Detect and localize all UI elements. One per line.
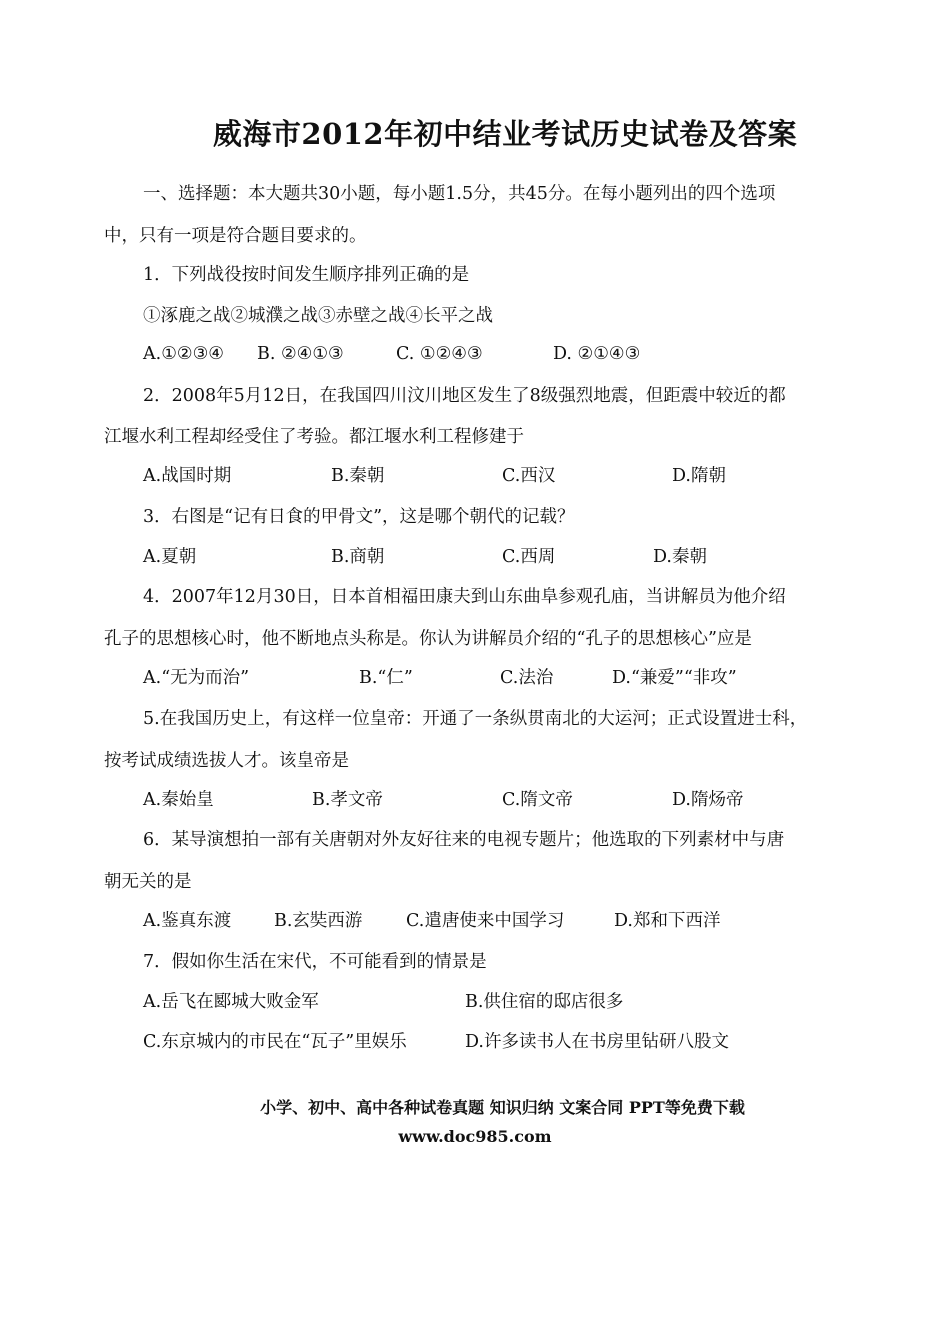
question-3-options <box>0 545 950 569</box>
question-1-stem-line-2: ①涿鹿之战②城濮之战③赤壁之战④长平之战 <box>143 306 493 326</box>
question-5-stem-line-1: 5.在我国历史上，有这样一位皇帝：开通了一条纵贯南北的大运河；正式设置进士科， <box>143 709 808 729</box>
option-c: C.法治 <box>500 668 554 688</box>
question-4-options <box>0 666 950 690</box>
option-a: A.岳飞在郾城大败金军 <box>143 992 319 1012</box>
question-3-stem-line-1: 3．右图是“记有日食的甲骨文”，这是哪个朝代的记载？ <box>143 507 575 527</box>
option-b: B.“仁” <box>359 668 413 688</box>
option-b: B.供住宿的邸店很多 <box>465 992 624 1012</box>
question-7-stem-line-1: 7．假如你生活在宋代，不可能看到的情景是 <box>143 952 487 972</box>
option-c: C. ①②④③ <box>396 344 483 364</box>
section-intro-line-2: 中，只有一项是符合题目要求的。 <box>104 226 367 246</box>
option-c: C.西汉 <box>502 466 556 486</box>
question-5-options <box>0 788 950 812</box>
option-b: B.商朝 <box>331 547 385 567</box>
question-2-stem-line-2: 江堰水利工程却经受住了考验。都江堰水利工程修建于 <box>104 427 524 447</box>
question-2-options <box>0 464 950 488</box>
option-c: C.遣唐使来中国学习 <box>406 911 565 931</box>
option-d: D. ②①④③ <box>553 344 641 364</box>
option-c: C.西周 <box>502 547 556 567</box>
question-6-options <box>0 909 950 933</box>
option-d: D.隋炀帝 <box>672 790 744 810</box>
option-d: D.“兼爱”“非攻” <box>612 668 737 688</box>
option-d: D.郑和下西洋 <box>614 911 721 931</box>
option-d: D.许多读书人在书房里钻研八股文 <box>465 1032 729 1052</box>
option-c: C.东京城内的市民在“瓦子”里娱乐 <box>143 1032 407 1052</box>
question-6-stem-line-1: 6．某导演想拍一部有关唐朝对外友好往来的电视专题片；他选取的下列素材中与唐 <box>143 830 785 850</box>
question-7-options-row-1 <box>0 990 950 1014</box>
option-a: A.鉴真东渡 <box>143 911 232 931</box>
question-4-stem-line-1: 4．2007年12月30日，日本首相福田康夫到山东曲阜参观孔庙，当讲解员为他介绍 <box>143 587 786 607</box>
option-c: C.隋文帝 <box>502 790 573 810</box>
option-b: B.孝文帝 <box>312 790 383 810</box>
option-a: A.①②③④ <box>143 344 224 364</box>
option-b: B. ②④①③ <box>257 344 344 364</box>
option-a: A.战国时期 <box>143 466 232 486</box>
question-1-stem-line-1: 1．下列战役按时间发生顺序排列正确的是 <box>143 265 470 285</box>
option-b: B.秦朝 <box>331 466 385 486</box>
option-b: B.玄奘西游 <box>274 911 363 931</box>
footer-promo-text: 小学、初中、高中各种试卷真题 知识归纳 文案合同 PPT等免费下载 <box>260 1098 745 1117</box>
section-intro-line-1: 一、选择题：本大题共30小题，每小题1.5分，共45分。在每小题列出的四个选项 <box>143 184 776 204</box>
question-6-stem-line-2: 朝无关的是 <box>104 872 192 892</box>
footer-website: www.doc985.com <box>398 1127 552 1146</box>
question-7-options-row-2 <box>0 1030 950 1054</box>
question-1-options <box>0 342 950 366</box>
option-a: A.夏朝 <box>143 547 197 567</box>
question-4-stem-line-2: 孔子的思想核心时，他不断地点头称是。你认为讲解员介绍的“孔子的思想核心”应是 <box>104 629 752 649</box>
page-title: 威海市2012年初中结业考试历史试卷及答案 <box>212 117 798 151</box>
option-d: D.隋朝 <box>672 466 726 486</box>
question-5-stem-line-2: 按考试成绩选拔人才。该皇帝是 <box>104 751 349 771</box>
option-a: A.秦始皇 <box>143 790 214 810</box>
option-a: A.“无为而治” <box>143 668 250 688</box>
option-d: D.秦朝 <box>653 547 707 567</box>
question-2-stem-line-1: 2．2008年5月12日，在我国四川汶川地区发生了8级强烈地震，但距震中较近的都 <box>143 386 786 406</box>
